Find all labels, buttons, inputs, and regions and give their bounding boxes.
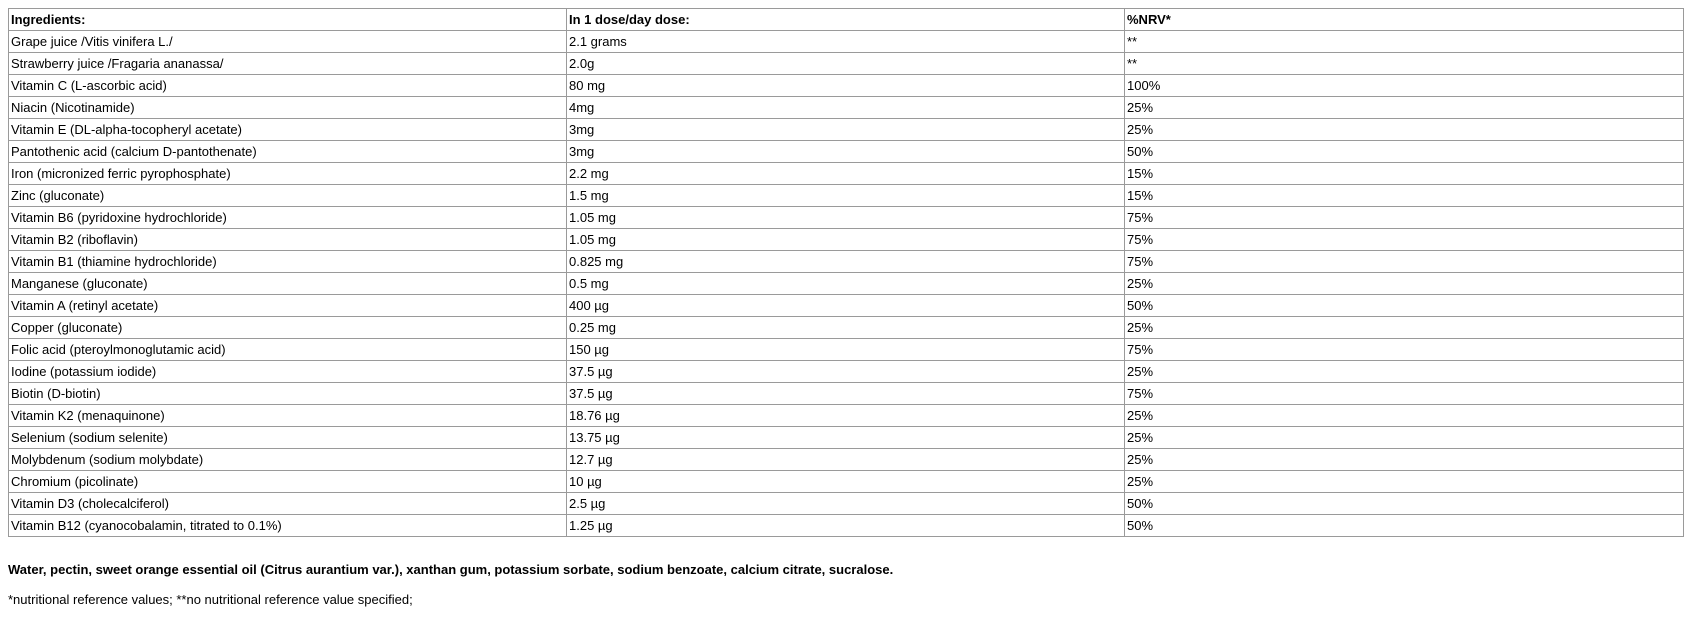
dose-cell: 0.825 mg [567,251,1125,273]
ingredients-table [8,8,1684,537]
table-row [9,163,1684,185]
dose-cell: 2.5 µg [567,493,1125,515]
ingredient-cell: Niacin (Nicotinamide) [9,97,567,119]
dose-cell: 37.5 µg [567,361,1125,383]
nrv-cell: 25% [1125,427,1684,449]
table-row [9,141,1684,163]
header-nrv: %NRV* [1125,9,1684,31]
dose-cell: 2.0g [567,53,1125,75]
dose-cell: 18.76 µg [567,405,1125,427]
nrv-cell: 15% [1125,163,1684,185]
dose-cell: 80 mg [567,75,1125,97]
nrv-cell: 75% [1125,207,1684,229]
nrv-cell: 75% [1125,339,1684,361]
dose-cell: 10 µg [567,471,1125,493]
dose-cell: 2.2 mg [567,163,1125,185]
nrv-cell: 25% [1125,405,1684,427]
ingredient-cell: Folic acid (pteroylmonoglutamic acid) [9,339,567,361]
table-row [9,229,1684,251]
dose-cell: 2.1 grams [567,31,1125,53]
table-row [9,427,1684,449]
ingredient-cell: Strawberry juice /Fragaria ananassa/ [9,53,567,75]
nrv-cell: 100% [1125,75,1684,97]
ingredient-cell: Grape juice /Vitis vinifera L./ [9,31,567,53]
table-row [9,53,1684,75]
dose-cell: 0.5 mg [567,273,1125,295]
table-row [9,383,1684,405]
ingredient-cell: Vitamin B1 (thiamine hydrochloride) [9,251,567,273]
dose-cell: 1.05 mg [567,207,1125,229]
table-row [9,31,1684,53]
nrv-cell: 15% [1125,185,1684,207]
nrv-cell: 50% [1125,493,1684,515]
nrv-cell: 75% [1125,251,1684,273]
ingredient-cell: Selenium (sodium selenite) [9,427,567,449]
ingredient-cell: Vitamin C (L-ascorbic acid) [9,75,567,97]
ingredient-cell: Molybdenum (sodium molybdate) [9,449,567,471]
table-header-row [9,9,1684,31]
nrv-cell: 25% [1125,361,1684,383]
table-row [9,493,1684,515]
nrv-cell: 50% [1125,141,1684,163]
table-row [9,405,1684,427]
nrv-cell: 75% [1125,229,1684,251]
header-dose: In 1 dose/day dose: [567,9,1125,31]
ingredient-cell: Vitamin A (retinyl acetate) [9,295,567,317]
table-row [9,273,1684,295]
ingredient-cell: Vitamin E (DL-alpha-tocopheryl acetate) [9,119,567,141]
ingredient-cell: Chromium (picolinate) [9,471,567,493]
dose-cell: 1.05 mg [567,229,1125,251]
dose-cell: 3mg [567,119,1125,141]
table-body [9,31,1684,537]
nrv-cell: 50% [1125,515,1684,537]
nrv-cell: 75% [1125,383,1684,405]
table-row [9,97,1684,119]
ingredient-cell: Pantothenic acid (calcium D-pantothenate) [9,141,567,163]
ingredient-cell: Iodine (potassium iodide) [9,361,567,383]
table-row [9,361,1684,383]
dose-cell: 150 µg [567,339,1125,361]
table-row [9,339,1684,361]
nrv-cell: 25% [1125,449,1684,471]
table-row [9,515,1684,537]
ingredient-cell: Vitamin K2 (menaquinone) [9,405,567,427]
nrv-cell: 25% [1125,471,1684,493]
nrv-cell: 25% [1125,119,1684,141]
table-row [9,251,1684,273]
ingredient-cell: Manganese (gluconate) [9,273,567,295]
nrv-cell: 25% [1125,317,1684,339]
ingredient-cell: Vitamin B6 (pyridoxine hydrochloride) [9,207,567,229]
nrv-cell: 25% [1125,273,1684,295]
nrv-cell: ** [1125,53,1684,75]
nrv-cell: ** [1125,31,1684,53]
table-row [9,75,1684,97]
table-row [9,449,1684,471]
ingredient-cell: Copper (gluconate) [9,317,567,339]
table-row [9,471,1684,493]
ingredient-cell: Biotin (D-biotin) [9,383,567,405]
nrv-cell: 25% [1125,97,1684,119]
dose-cell: 13.75 µg [567,427,1125,449]
ingredient-cell: Vitamin D3 (cholecalciferol) [9,493,567,515]
dose-cell: 37.5 µg [567,383,1125,405]
dose-cell: 3mg [567,141,1125,163]
table-row [9,207,1684,229]
ingredient-cell: Vitamin B12 (cyanocobalamin, titrated to 0.1%) [9,515,567,537]
ingredient-cell: Zinc (gluconate) [9,185,567,207]
dose-cell: 4mg [567,97,1125,119]
dose-cell: 12.7 µg [567,449,1125,471]
table-row [9,185,1684,207]
table-row [9,295,1684,317]
dose-cell: 1.25 µg [567,515,1125,537]
dose-cell: 400 µg [567,295,1125,317]
ingredient-cell: Vitamin B2 (riboflavin) [9,229,567,251]
header-ingredients: Ingredients: [9,9,567,31]
dose-cell: 1.5 mg [567,185,1125,207]
ingredient-cell: Iron (micronized ferric pyrophosphate) [9,163,567,185]
excipients-text: Water, pectin, sweet orange essential oil (Citrus aurantium var.), xanthan gum, potassium sorbate, sodium benzoate, calcium citrate, sucralose. [8,562,894,577]
table-row [9,317,1684,339]
table-row [9,119,1684,141]
footnote-text: *nutritional reference values; **no nutritional reference value specified; [8,592,413,607]
dose-cell: 0.25 mg [567,317,1125,339]
nrv-cell: 50% [1125,295,1684,317]
